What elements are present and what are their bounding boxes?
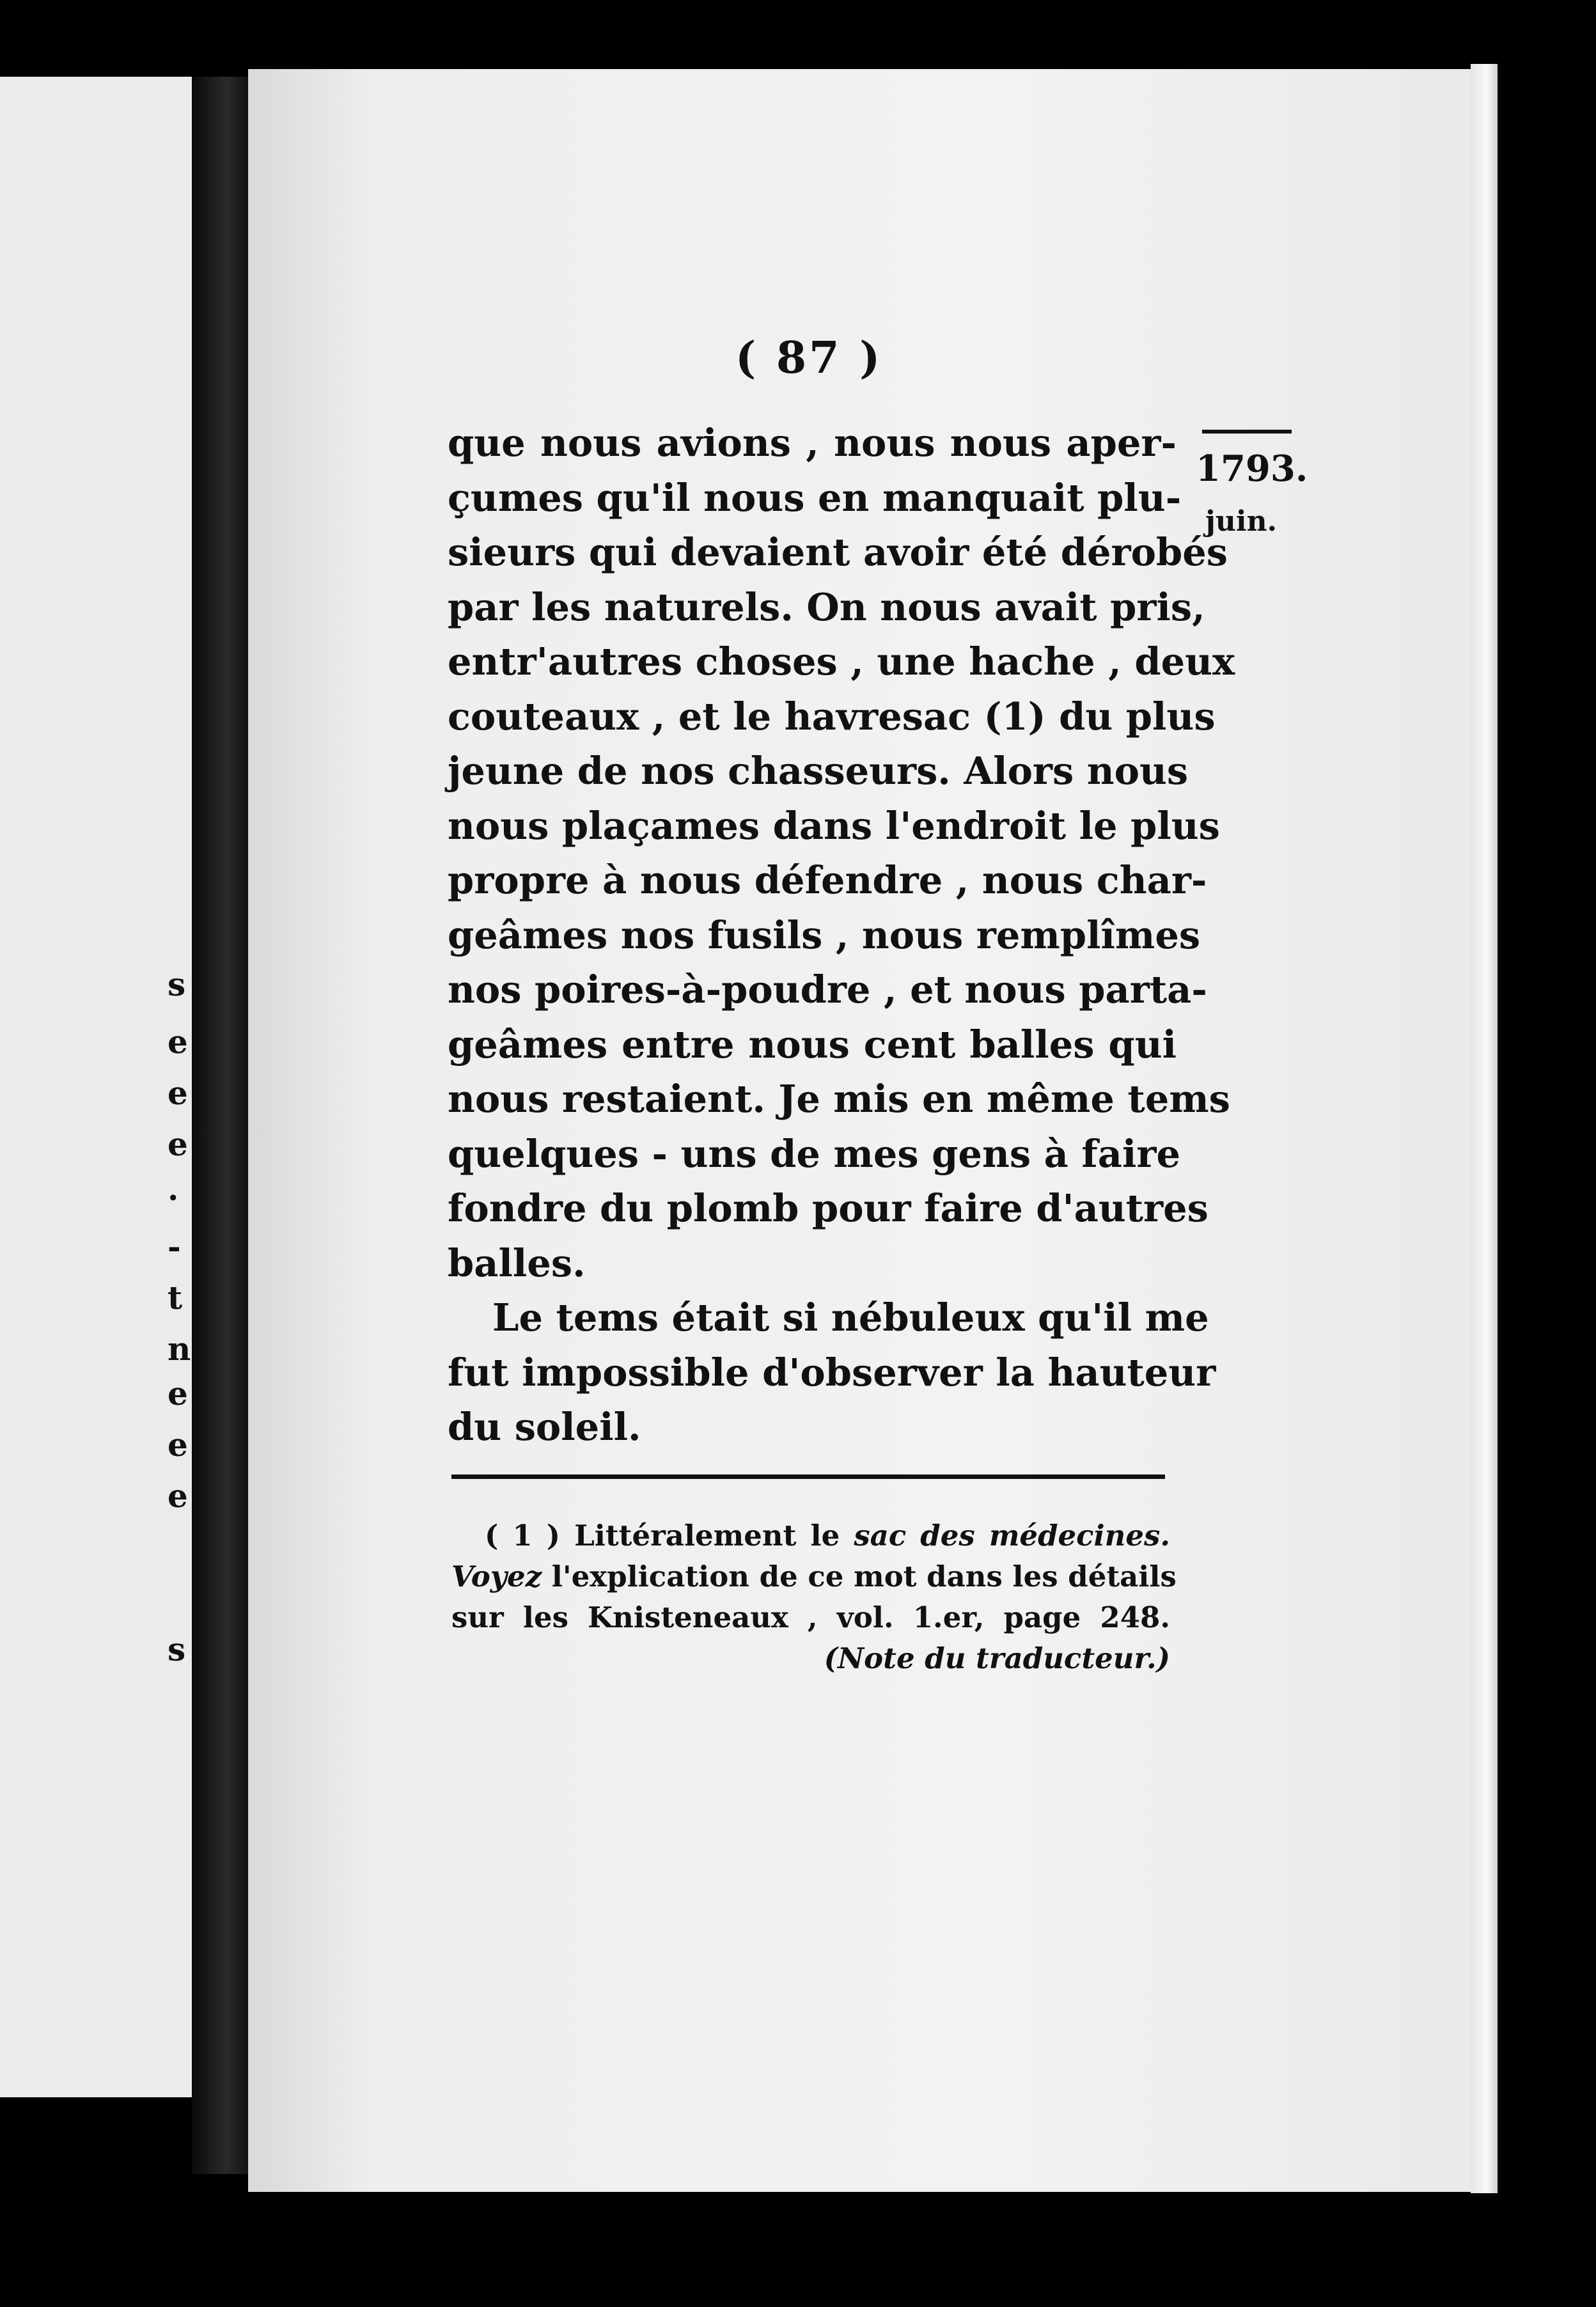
left-page-edge-letter: n [168, 1330, 191, 1368]
text-line: entr'autres choses , une hache , deux [448, 639, 1235, 684]
footnote [451, 1515, 1177, 1679]
left-page-edge-letter: s [168, 1631, 186, 1668]
text-line: jeune de nos chasseurs. Alors nous [448, 749, 1189, 793]
left-page-edge-letter: - [168, 1228, 181, 1265]
left-page-edge-letter: e [168, 1375, 188, 1412]
translator-note: (Note du traducteur.) [824, 1641, 1170, 1675]
text-line: du soleil. [448, 1405, 641, 1449]
text-line: que nous avions , nous nous aper- [448, 421, 1177, 465]
text-line: fondre du plomb pour faire d'autres [448, 1186, 1209, 1230]
left-page-edge-letter: e [168, 1023, 188, 1061]
left-page-edge-letter: e [168, 1125, 188, 1163]
footnote-line [451, 1515, 1170, 1556]
margin-month: juin. [1205, 505, 1277, 538]
text-line: quelques - uns de mes gens à faire [448, 1131, 1181, 1176]
left-page-edge-letter: e [168, 1426, 188, 1464]
footnote-rule [451, 1474, 1165, 1479]
page-number: ( 87 ) [735, 332, 883, 384]
footnote-line: sur les Knisteneaux , vol. 1.er, page 248. [451, 1600, 1170, 1634]
footnote-italic-text: Voyez [451, 1560, 542, 1593]
left-page-edge-letter: t [168, 1279, 183, 1317]
left-page-edge-letter: s [168, 966, 186, 1003]
left-page-edge-letter: e [168, 1477, 188, 1515]
left-page-edge-letter: e [168, 1074, 188, 1112]
footnote-italic-text: sac des médecines. [854, 1519, 1171, 1552]
text-line: nos poires-à-poudre , et nous parta- [448, 967, 1207, 1012]
margin-year: 1793. [1196, 448, 1308, 490]
text-line: balles. [448, 1240, 586, 1285]
text-line: nous restaient. Je mis en même tems [448, 1077, 1230, 1121]
footnote-text: l'explication de ce mot dans les détails [542, 1560, 1177, 1593]
book-gutter [192, 77, 249, 2174]
footnote-text: ( 1 ) Littéralement le [485, 1519, 854, 1552]
text-line: geâmes nos fusils , nous remplîmes [448, 912, 1201, 957]
text-line: couteaux , et le havresac (1) du plus [448, 694, 1216, 739]
text-line: geâmes entre nous cent balles qui [448, 1022, 1177, 1067]
left-facing-page [0, 77, 192, 2097]
text-line: par les naturels. On nous avait pris, [448, 584, 1205, 629]
page-right-edge [1471, 64, 1498, 2193]
text-line: fut impossible d'observer la hauteur [448, 1350, 1216, 1395]
left-page-edge-letter: . [168, 1170, 179, 1208]
text-line: sieurs qui devaient avoir été dérobés [448, 530, 1228, 574]
text-line: propre à nous défendre , nous char- [448, 858, 1207, 902]
margin-rule [1202, 430, 1292, 434]
text-line: çumes qu'il nous en manquait plu- [448, 475, 1182, 520]
footnote-line [451, 1556, 1177, 1597]
text-line: nous plaçames dans l'endroit le plus [448, 803, 1220, 848]
body-text [448, 416, 1235, 1455]
text-line: Le tems était si nébuleux qu'il me [492, 1295, 1209, 1340]
footnote-line [451, 1638, 1170, 1679]
